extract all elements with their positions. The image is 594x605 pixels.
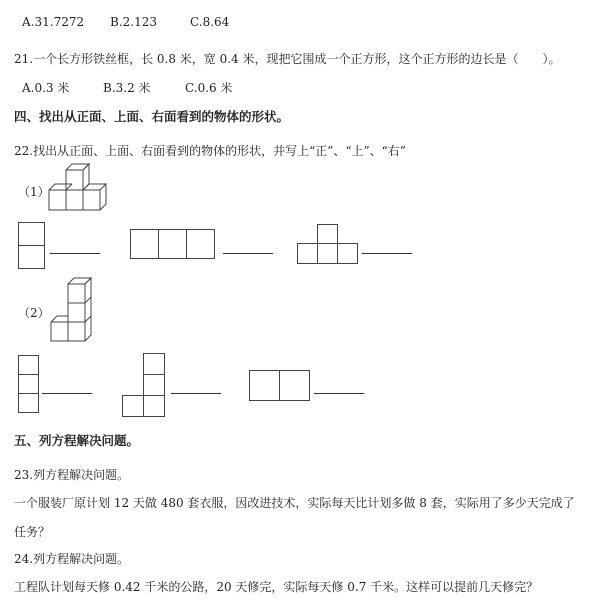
answer-blank-2a[interactable] xyxy=(42,393,92,394)
q22-question: 22.找出从正面、上面、右面看到的物体的形状，并写上“正”、“上”、“右” xyxy=(14,144,406,158)
q22-part2-label: （2） xyxy=(18,306,50,320)
object-1-isometric-figure xyxy=(48,166,118,212)
q20-option-a: A.31.7272 xyxy=(22,15,85,29)
q21-option-a: A.0.3 米 xyxy=(22,81,70,95)
view-1b-three-squares-row xyxy=(130,229,220,261)
view-2b-l-shape xyxy=(122,353,170,419)
q21-option-c: C.0.6 米 xyxy=(185,81,233,95)
q20-option-c: C.8.64 xyxy=(190,15,230,29)
view-1a-vertical-two-squares xyxy=(18,222,46,272)
answer-blank-1c[interactable] xyxy=(362,253,412,254)
q22-part1-label: （1） xyxy=(18,185,50,199)
view-2a-vertical-three-squares xyxy=(18,355,42,417)
view-1c-t-shape xyxy=(297,224,361,268)
section-5-title: 五、列方程解决问题。 xyxy=(14,433,140,448)
view-2c-two-squares-row xyxy=(249,370,313,404)
section-4-title: 四、找出从正面、上面、右面看到的物体的形状。 xyxy=(14,109,290,124)
answer-blank-2c[interactable] xyxy=(314,393,364,394)
q20-option-b: B.2.123 xyxy=(110,15,157,29)
q24-title: 24.列方程解决问题。 xyxy=(14,552,130,566)
q23-text-line1: 一个服装厂原计划 12 天做 480 套衣服，因改进技术，实际每天比计划多做 8 套，实际用了多少天完成了 xyxy=(14,496,575,510)
answer-blank-2b[interactable] xyxy=(171,393,221,394)
q23-text-line2: 任务？ xyxy=(14,525,51,539)
answer-blank-1b[interactable] xyxy=(223,253,273,254)
q24-text: 工程队计划每天修 0.42 千米的公路，20 天修完，实际每天修 0.7 千米。这样可以提前几天修完？ xyxy=(14,580,539,594)
answer-blank-1a[interactable] xyxy=(50,253,100,254)
q21-question: 21.一个长方形铁丝框，长 0.8 米，宽 0.4 米，现把它围成一个正方形，这个正方形的边长是（ ）。 xyxy=(14,52,561,66)
q21-option-b: B.3.2 米 xyxy=(103,81,151,95)
object-2-isometric-figure xyxy=(50,281,96,343)
q23-title: 23.列方程解决问题。 xyxy=(14,468,130,482)
